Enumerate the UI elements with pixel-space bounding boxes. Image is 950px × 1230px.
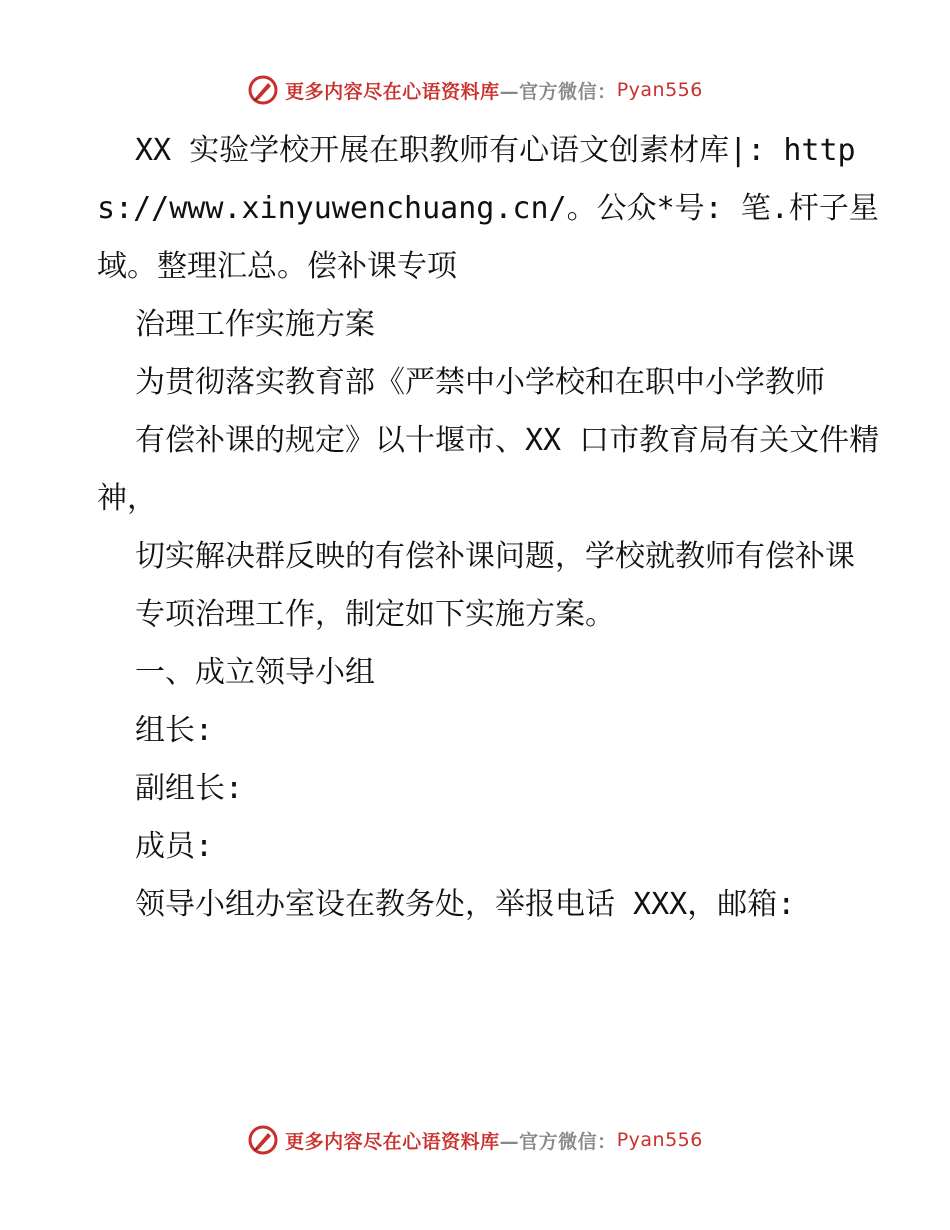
pen-seal-icon (247, 1124, 279, 1156)
section-heading: 一、成立领导小组 (135, 655, 375, 690)
members-line: 成员: (135, 829, 214, 864)
header-banner (0, 70, 950, 110)
paragraph-3: 为贯彻落实教育部《严禁中小学校和在职中小学教师 (135, 365, 825, 400)
banner-main-text: 更多内容尽在心语资料库 (285, 80, 500, 103)
banner-dash-text: —官方微信： (499, 1130, 617, 1153)
banner-wechat-id: Pyan556 (616, 79, 703, 101)
pen-seal-icon (247, 74, 279, 106)
deputy-leader-line: 副组长: (135, 771, 244, 806)
paragraph-4: 有偿补课的规定》以十堰市、XX 口市教育局有关文件精神， (97, 423, 880, 516)
paragraph-6: 专项治理工作，制定如下实施方案。 (135, 597, 615, 632)
banner-main-text: 更多内容尽在心语资料库 (285, 1130, 500, 1153)
paragraph-5: 切实解决群反映的有偿补课问题，学校就教师有偿补课 (135, 539, 855, 574)
banner-wechat-id: Pyan556 (616, 1129, 703, 1151)
banner-dash-text: —官方微信： (499, 80, 617, 103)
paragraph-2: 治理工作实施方案 (135, 307, 375, 342)
footer-banner (0, 1120, 950, 1160)
office-line: 领导小组办室设在教务处，举报电话 XXX，邮箱: (135, 887, 796, 922)
document-body (97, 122, 887, 934)
paragraph-1: XX 实验学校开展在职教师有心语文创素材库|: https://www.xinyuwenchuang.cn/。公众*号: 笔.杆子星域。整理汇总。偿补课专项 (97, 133, 879, 284)
leader-line: 组长: (135, 713, 214, 748)
